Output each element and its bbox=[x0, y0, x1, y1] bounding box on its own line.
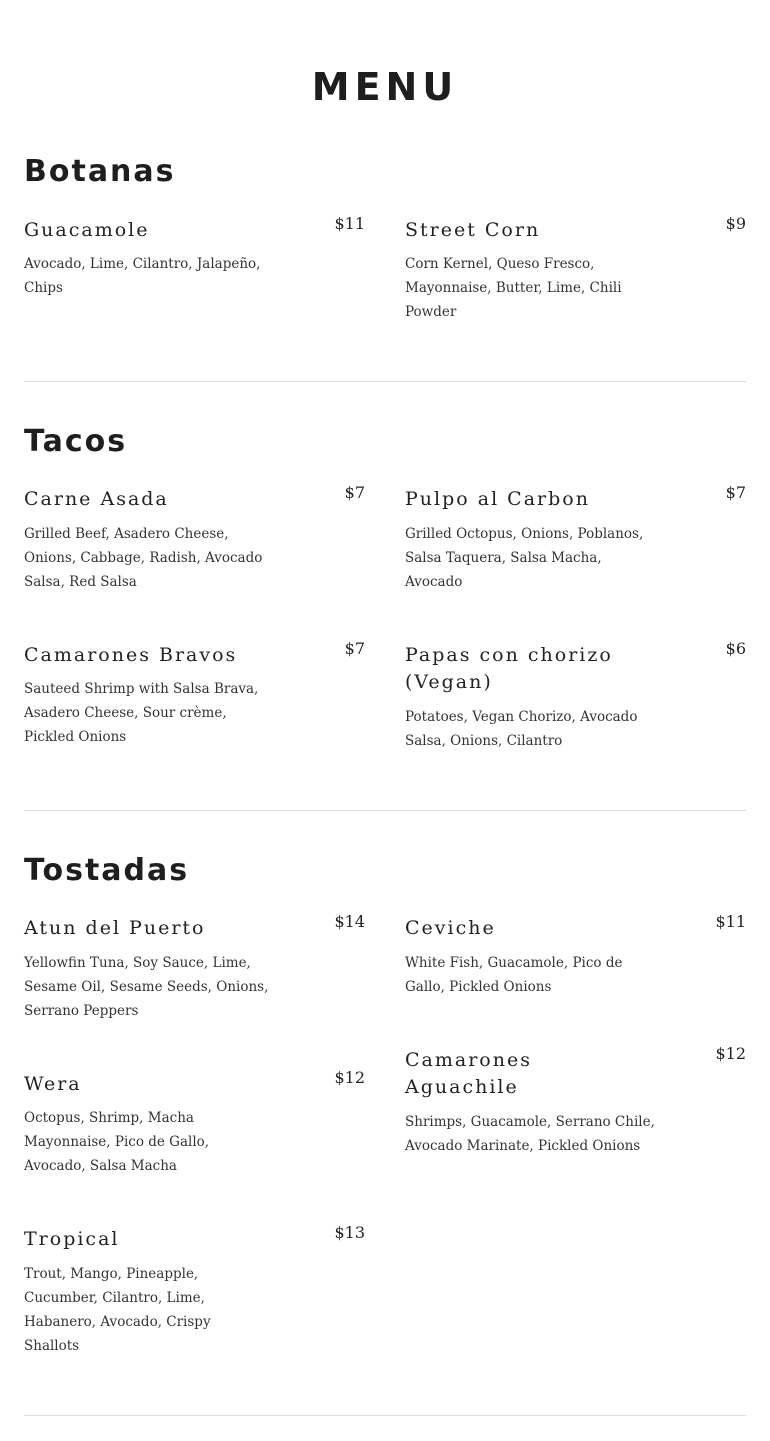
item-name: Papas con chorizo (Vegan) bbox=[405, 644, 613, 693]
item-price: $6 bbox=[725, 639, 746, 658]
item-description: White Fish, Guacamole, Pico de Gallo, Pickled Onions bbox=[405, 955, 623, 995]
item-description: Octopus, Shrimp, Macha Mayonnaise, Pico de Gallo, Avocado, Salsa Macha bbox=[24, 1110, 210, 1174]
item-price: $12 bbox=[715, 1044, 746, 1063]
item-price: $12 bbox=[334, 1068, 365, 1087]
section-divider bbox=[24, 381, 746, 382]
item-description: Corn Kernel, Queso Fresco, Mayonnaise, Butter, Lime, Chili Powder bbox=[405, 256, 622, 320]
section-title: Botanas bbox=[24, 154, 176, 189]
item-name: Guacamole bbox=[24, 219, 150, 241]
item-description: Shrimps, Guacamole, Serrano Chile, Avocado Marinate, Pickled Onions bbox=[405, 1114, 655, 1154]
item-price: $13 bbox=[334, 1223, 365, 1242]
item-name: Street Corn bbox=[405, 219, 541, 241]
item-name: Camarones Aguachile bbox=[405, 1049, 532, 1098]
item-price: $7 bbox=[344, 639, 365, 658]
section-divider bbox=[24, 810, 746, 811]
item-description: Trout, Mango, Pineapple, Cucumber, Cilantro, Lime, Habanero, Avocado, Crispy Shallots bbox=[24, 1266, 211, 1354]
item-description: Yellowfin Tuna, Soy Sauce, Lime, Sesame Oil, Sesame Seeds, Onions, Serrano Peppers bbox=[24, 955, 269, 1019]
item-price: $9 bbox=[725, 214, 746, 233]
item-description: Avocado, Lime, Cilantro, Jalapeño, Chips bbox=[24, 256, 261, 296]
item-price: $7 bbox=[725, 483, 746, 502]
item-name: Camarones Bravos bbox=[24, 644, 238, 666]
item-name: Pulpo al Carbon bbox=[405, 488, 590, 510]
item-name: Atun del Puerto bbox=[24, 917, 206, 939]
section-title: Tostadas bbox=[24, 853, 190, 888]
item-name: Ceviche bbox=[405, 917, 496, 939]
item-price: $11 bbox=[715, 912, 746, 931]
section-title: Tacos bbox=[24, 424, 128, 459]
item-price: $11 bbox=[334, 214, 365, 233]
section-divider bbox=[24, 1415, 746, 1416]
item-price: $14 bbox=[334, 912, 365, 931]
item-description: Sauteed Shrimp with Salsa Brava, Asadero Cheese, Sour crème, Pickled Onions bbox=[24, 681, 259, 745]
item-price: $7 bbox=[344, 483, 365, 502]
item-name: Wera bbox=[24, 1073, 82, 1095]
item-name: Tropical bbox=[24, 1228, 120, 1250]
item-description: Potatoes, Vegan Chorizo, Avocado Salsa, Onions, Cilantro bbox=[405, 709, 638, 749]
item-description: Grilled Beef, Asadero Cheese, Onions, Cabbage, Radish, Avocado Salsa, Red Salsa bbox=[24, 526, 263, 590]
item-description: Grilled Octopus, Onions, Poblanos, Salsa Taquera, Salsa Macha, Avocado bbox=[405, 526, 644, 590]
item-name: Carne Asada bbox=[24, 488, 169, 510]
page-title: MENU bbox=[311, 65, 459, 109]
